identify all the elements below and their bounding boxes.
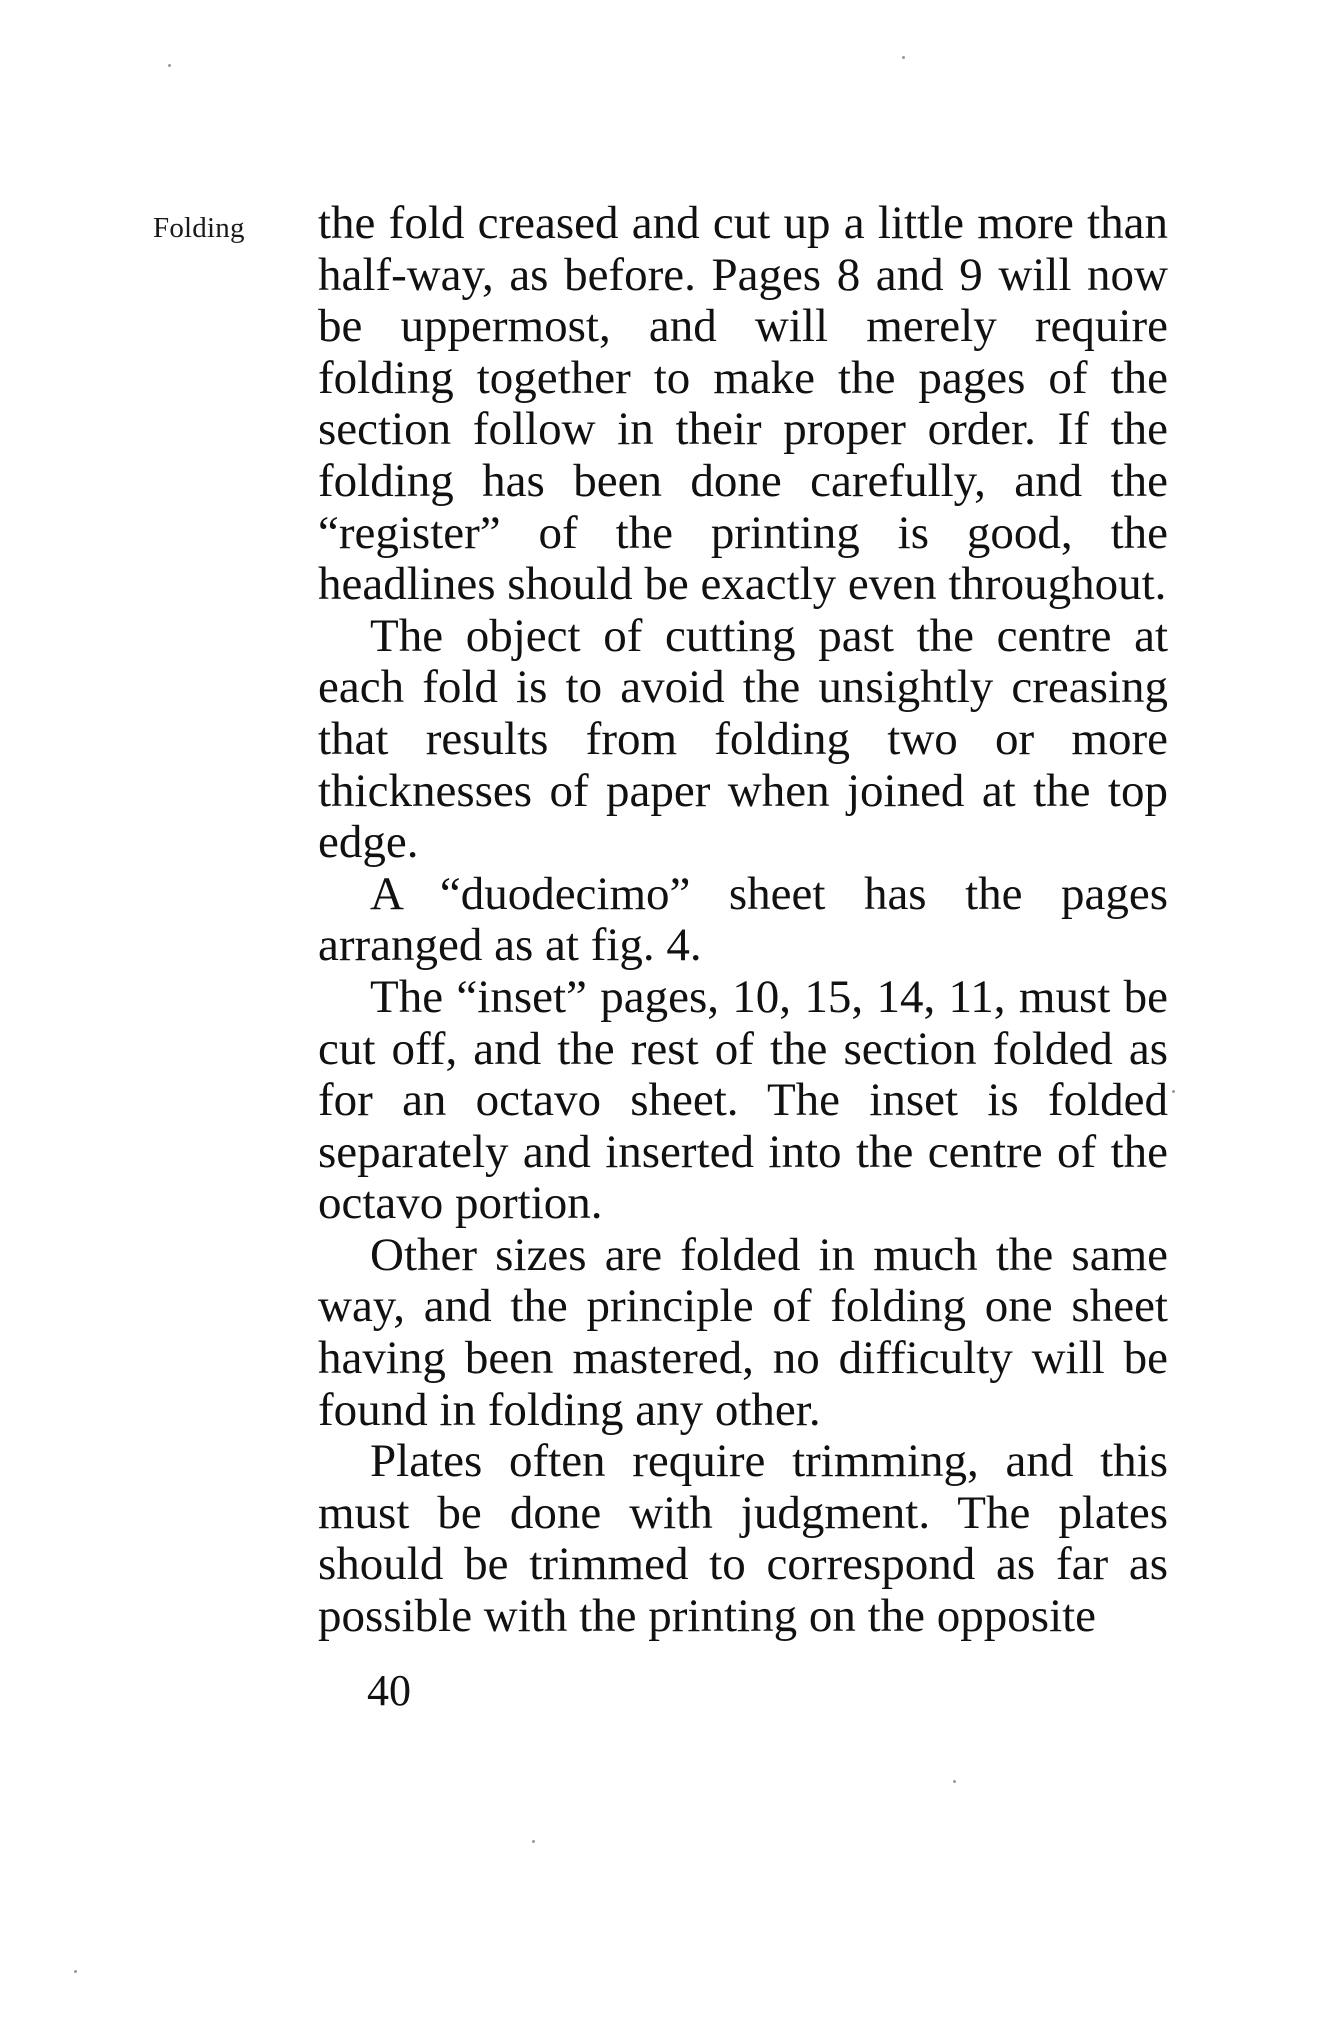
paragraph-1: the fold creased and cut up a little more than half-way, as before. Pages 8 and 9 will now be uppermost, and will merely require folding together to make the pages of the section follow in their proper order. If the folding has been done carefully, and the “register” of the printing is good, the headlines should be exactly even throughout. — [318, 197, 1168, 611]
paragraph-5: Other sizes are folded in much the same way, and the principle of folding one sheet having been mastered, no difficulty will be found in folding any other. — [318, 1228, 1168, 1436]
scan-speck — [168, 64, 171, 67]
margin-note: Folding — [153, 212, 245, 244]
scan-speck — [1172, 1090, 1175, 1093]
paragraph-4: The “inset” pages, 10, 15, 14, 11, must be cut off, and the rest of the section folded as for an octavo sheet. The inset is folded separately and inserted into the centre of the octavo portion. — [318, 970, 1168, 1230]
scan-speck — [902, 56, 905, 59]
body-text — [318, 198, 1168, 1643]
paragraph-3: A “duodecimo” sheet has the pages arranged as at fig. 4. — [318, 867, 1168, 972]
paragraph-2: The object of cutting past the centre at each fold is to avoid the unsightly creasing that results from folding two or more thicknesses of paper when joined at the top edge. — [318, 609, 1168, 869]
scan-speck — [532, 1840, 535, 1843]
scan-speck — [953, 1780, 956, 1783]
page-number: 40 — [367, 1666, 411, 1715]
scan-speck — [74, 1970, 77, 1973]
paragraph-6: Plates often require trimming, and this must be done with judgment. The plates should be trimmed to correspond as far as possible with the printing on the opposite — [318, 1435, 1168, 1643]
